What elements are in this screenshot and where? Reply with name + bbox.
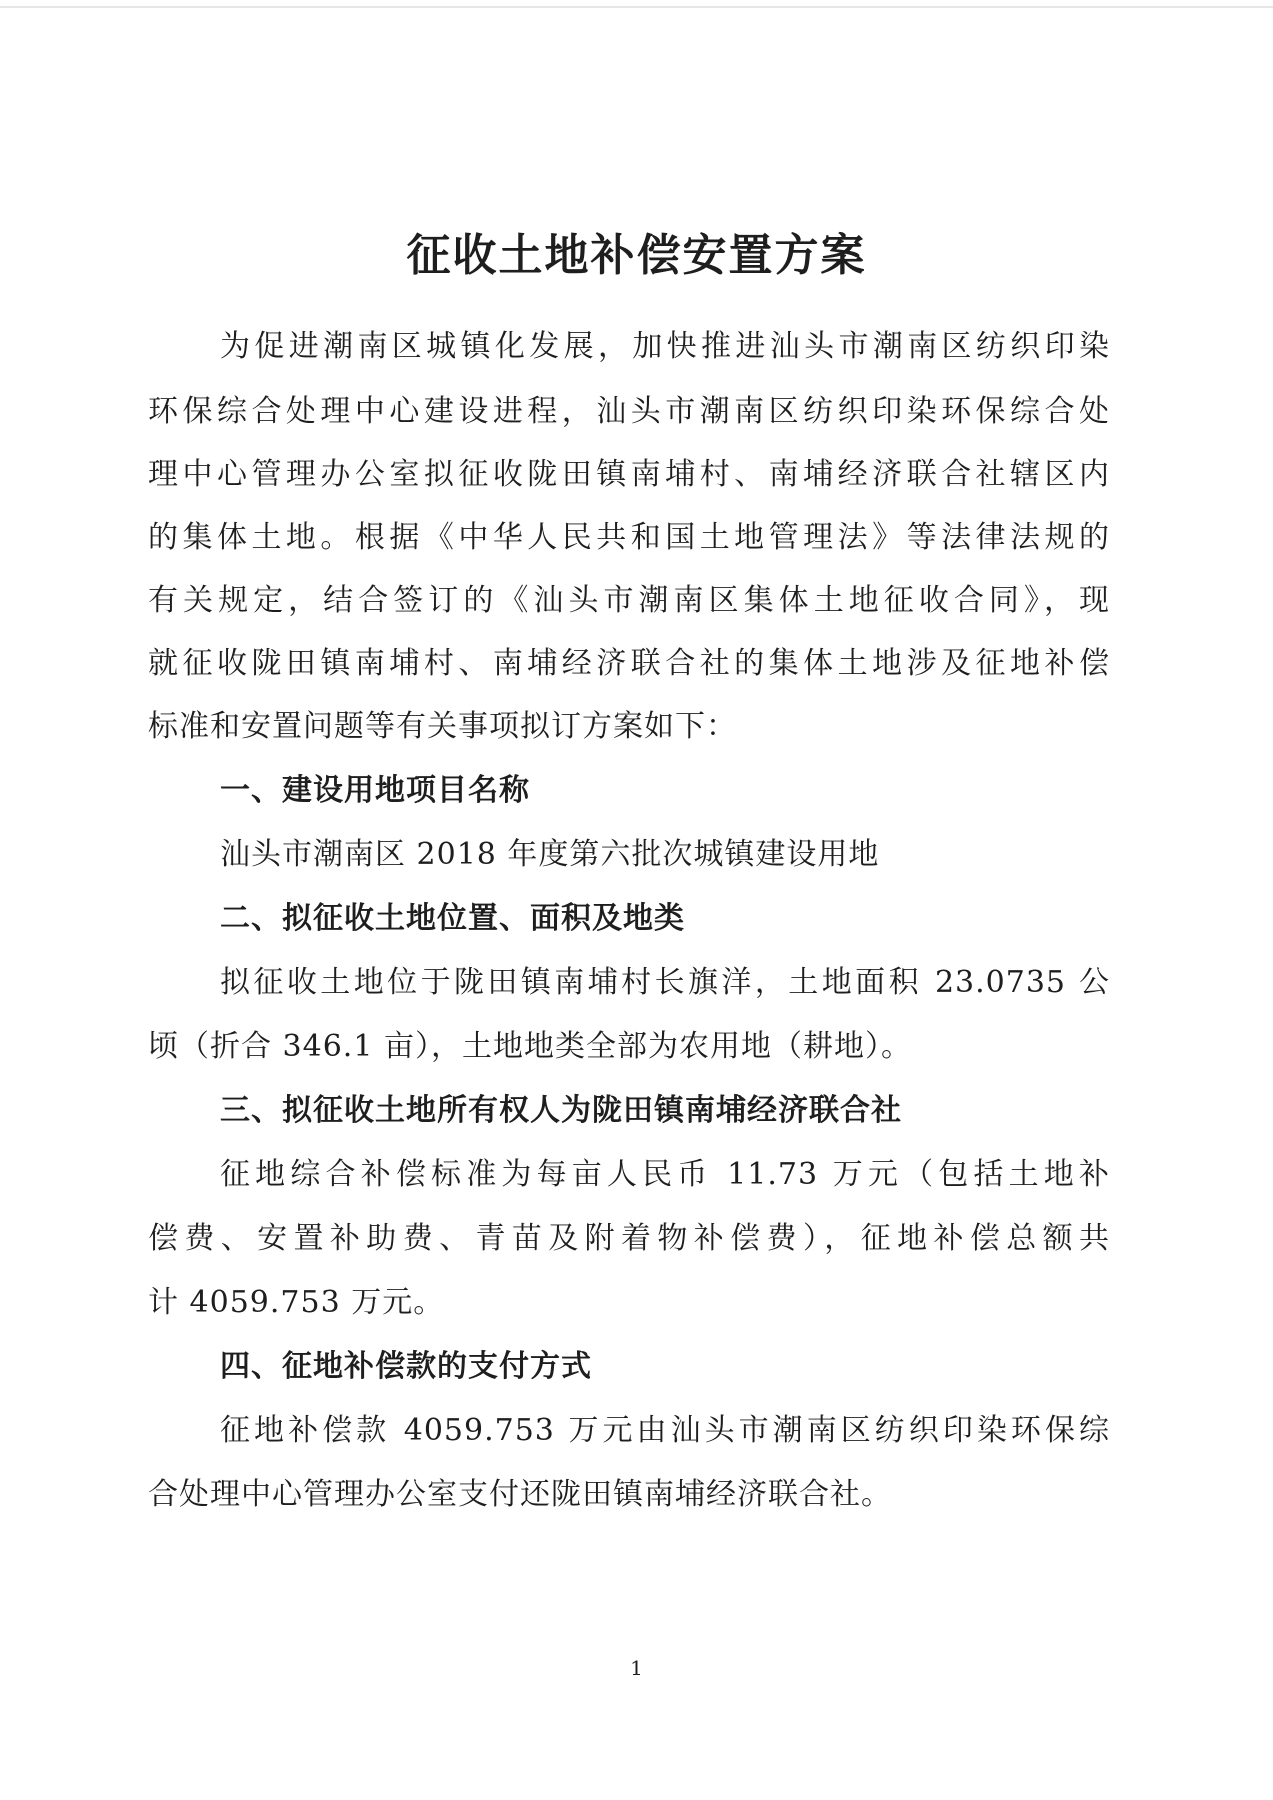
intro-line-6: 就征收陇田镇南埔村、南埔经济联合社的集体土地涉及征地补偿 (148, 646, 1110, 681)
intro-line-1: 为促进潮南区城镇化发展，加快推进汕头市潮南区纺织印染 (220, 329, 1110, 364)
intro-line-2: 环保综合处理中心建设进程，汕头市潮南区纺织印染环保综合处 (148, 394, 1110, 429)
intro-line-7: 标准和安置问题等有关事项拟订方案如下： (148, 709, 737, 744)
section-2-line-2: 顷（折合 346.1 亩），土地地类全部为农用地（耕地）。 (148, 1029, 912, 1064)
section-3-line-2: 偿费、安置补助费、青苗及附着物补偿费），征地补偿总额共 (148, 1221, 1110, 1256)
section-1-heading: 一、建设用地项目名称 (220, 773, 530, 808)
section-1-line-1: 汕头市潮南区 2018 年度第六批次城镇建设用地 (220, 837, 880, 872)
intro-line-3: 理中心管理办公室拟征收陇田镇南埔村、南埔经济联合社辖区内 (148, 457, 1110, 492)
section-3-line-1: 征地综合补偿标准为每亩人民币 11.73 万元（包括土地补 (220, 1157, 1110, 1192)
section-4-line-2: 合处理中心管理办公室支付还陇田镇南埔经济联合社。 (148, 1477, 892, 1512)
page-number: 1 (630, 1656, 643, 1680)
page-top-edge (0, 6, 1273, 8)
section-4-line-1: 征地补偿款 4059.753 万元由汕头市潮南区纺织印染环保综 (220, 1413, 1110, 1448)
section-2-heading: 二、拟征收土地位置、面积及地类 (220, 901, 685, 936)
intro-line-4: 的集体土地。根据《中华人民共和国土地管理法》等法律法规的 (148, 520, 1110, 555)
section-3-line-3: 计 4059.753 万元。 (148, 1285, 445, 1320)
document-title: 征收土地补偿安置方案 (406, 230, 867, 281)
section-2-line-1: 拟征收土地位于陇田镇南埔村长旗洋，土地面积 23.0735 公 (220, 965, 1110, 1000)
intro-line-5: 有关规定，结合签订的《汕头市潮南区集体土地征收合同》，现 (148, 583, 1110, 618)
section-3-heading: 三、拟征收土地所有权人为陇田镇南埔经济联合社 (220, 1093, 902, 1128)
section-4-heading: 四、征地补偿款的支付方式 (220, 1349, 592, 1384)
